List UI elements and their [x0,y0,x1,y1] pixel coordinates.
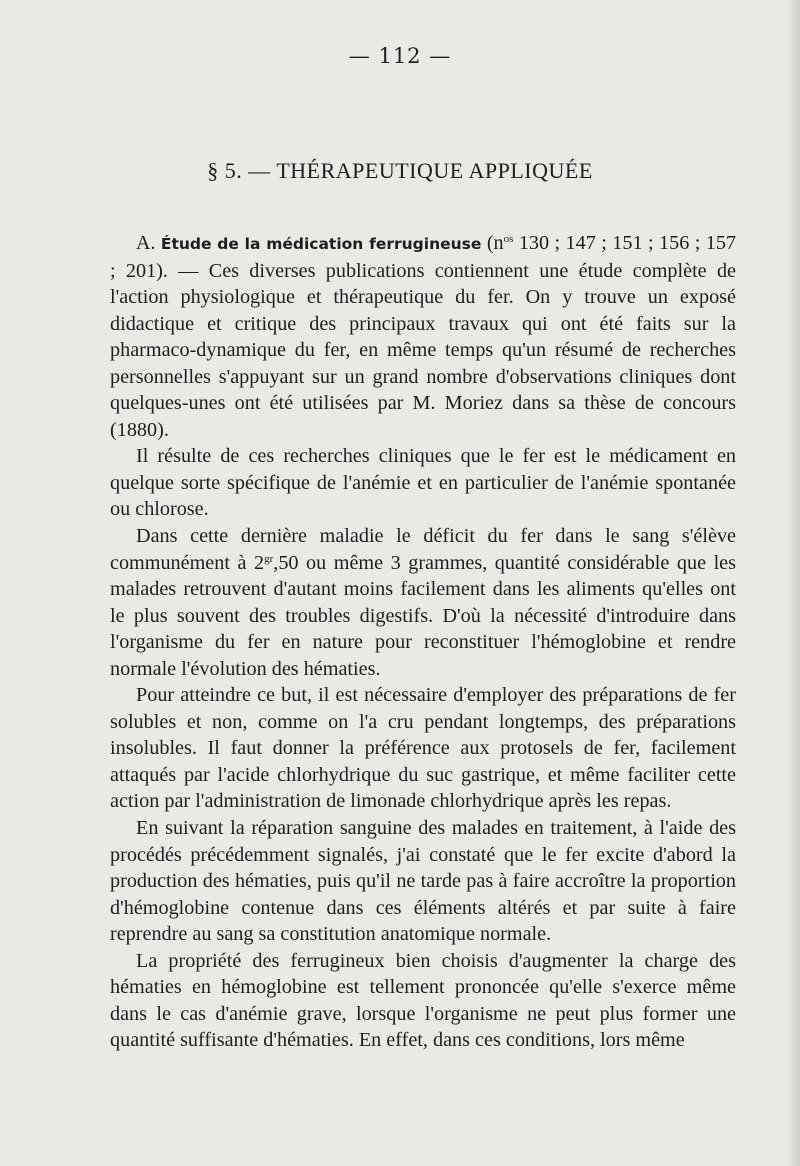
paragraph-3-part-a: Dans cette dernière maladie le déficit du fer dans le sang s'élève communément à 2 [110,525,736,574]
subsection-title: Étude de la médication ferrugineuse [160,235,482,253]
page-number: — 112 — [348,44,452,68]
paragraph-3-part-b: ,50 ou même 3 grammes, quantité considérable que les malades retrouvent d'autant moins facilement dans les aliments qu'elles ont le plus souvent des troubles digestifs. D'où la nécessité d'introduire dans l'organisme du fer en nature pour reconstituer l'hémoglobine et rendre normale l'évolution des hématies. [110,551,737,680]
paragraph-6: La propriété des ferrugineux bien choisis d'augmenter la charge des hématies en hémoglobine est tellement prononcée qu'elle s'exerce même dans le cas d'anémie grave, lorsque l'organisme ne peut plus former une quantité suffisante d'hématies. En effet, dans ces conditions, lors même [110,949,736,1052]
page-edge-shadow [786,0,800,1166]
gram-superscript: gr [264,552,274,565]
paragraph-3 [110,523,736,682]
references-superscript: os [503,233,514,245]
paragraph-subsection-a [110,230,736,443]
section-heading: § 5. — THÉRAPEUTIQUE APPLIQUÉE [207,158,593,183]
paragraph-2: Il résulte de ces recherches cliniques que le fer est le médicament en quelque sorte spécifique de l'anémie et en particulier de l'anémie spontanée ou chlorose. [110,445,736,521]
references-open: (n [486,232,504,254]
page-body [110,230,736,1054]
paragraph-5: En suivant la réparation sanguine des malades en traitement, à l'aide des procédés précédemment signalés, j'ai constaté que le fer excite d'abord la production des hématies, puis qu'il ne tarde pas à faire accroître la proportion d'hémoglobine contenue dans ces éléments altérés et par suite à faire reprendre au sang sa constitution anatomique normale. [110,817,736,946]
subsection-text: 130 ; 147 ; 151 ; 156 ; 157 ; 201). — Ces diverses publications contiennent une étude complète de l'action physiologique et thérapeutique du fer. On y trouve un exposé didactique et critique des principaux travaux qui ont été faits sur la pharmaco-dynamique du fer, en même temps qu'un résumé de recherches personnelles s'appuyant sur un grand nombre d'observations cliniques dont quelques-unes ont été utilisées par M. Moriez dans sa thèse de concours (1880). [110,232,737,441]
paragraph-4: Pour atteindre ce but, il est nécessaire d'employer des préparations de fer solubles et non, comme on l'a cru pendant longtemps, des préparations insolubles. Il faut donner la préférence aux protosels de fer, facilement attaqués par l'acide chlorhydrique du suc gastrique, et même faciliter cette action par l'administration de limonade chlorhydrique après les repas. [110,684,736,813]
subsection-letter: A. [136,232,156,254]
